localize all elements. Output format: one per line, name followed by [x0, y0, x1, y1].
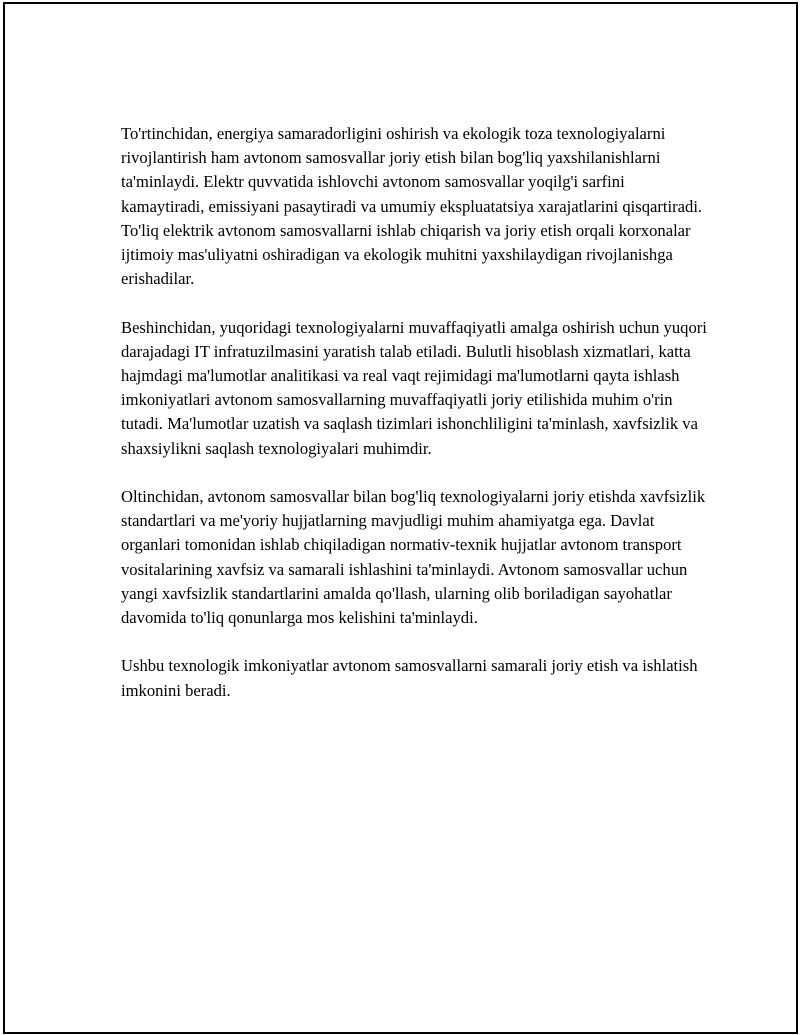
paragraph-fourthly: To'rtinchidan, energiya samaradorligini oshirish va ekologik toza texnologiyalarni rivojlantirish ham avtonom samosvallar joriy etish bilan bog'liq yaxshilanishlarni ta'minlaydi. Elektr quvvatida ishlovchi avtonom samosvallar yoqilg'i sarfini kamaytiradi, emissiyani pasaytiradi va umumiy ekspluatatsiya xarajatlarini qisqartiradi. To'liq elektrik avtonom samosvallarni ishlab chiqarish va joriy etish orqali korxonalar ijtimoiy mas'uliyatni oshiradigan va ekologik muhitni yaxshilaydigan rivojlanishga erishadilar.: [121, 124, 703, 289]
paragraph-conclusion: Ushbu texnologik imkoniyatlar avtonom samosvallarni samarali joriy etish va ishlatish imkonini beradi.: [121, 656, 698, 700]
paragraph-sixthly: Oltinchidan, avtonom samosvallar bilan bog'liq texnologiyalarni joriy etishda xavfsizlik standartlari va me'yoriy hujjatlarning mavjudligi muhim ahamiyatga ega. Davlat organlari tomonidan ishlab chiqiladigan normativ-texnik hujjatlar avtonom transport vositalarining xavfsiz va samarali ishlashini ta'minlaydi. Avtonom samosvallar uchun yangi xavfsizlik standartlarini amalda qo'llash, ularning olib boriladigan sayohatlar davomida to'liq qonunlarga mos kelishini ta'minlaydi.: [121, 487, 706, 628]
document-body: [121, 122, 711, 727]
paragraph-fifthly: Beshinchidan, yuqoridagi texnologiyalarni muvaffaqiyatli amalga oshirish uchun yuqori darajadagi IT infratuzilmasini yaratish talab etiladi. Bulutli hisoblash xizmatlari, katta hajmdagi ma'lumotlar analitikasi va real vaqt rejimidagi ma'lumotlarni qayta ishlash imkoniyatlari avtonom samosvallarning muvaffaqiyatli joriy etilishida muhim o'rin tutadi. Ma'lumotlar uzatish va saqlash tizimlari ishonchliligini ta'minlash, xavfsizlik va shaxsiylikni saqlash texnologiyalari muhimdir.: [121, 317, 707, 458]
document-page: [3, 2, 798, 1034]
